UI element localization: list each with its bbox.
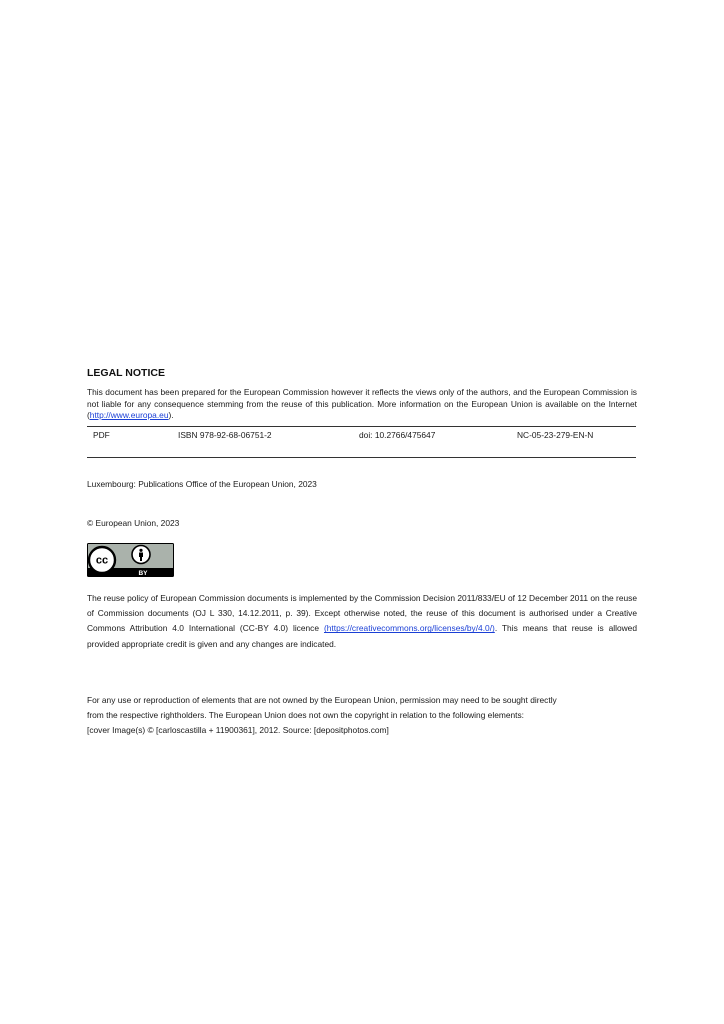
isbn-value: ISBN 978-92-68-06751-2 (178, 430, 272, 440)
legal-notice-heading: LEGAL NOTICE (87, 367, 165, 379)
rights-line-3: [cover Image(s) © [carloscastilla + 11900361], 2012. Source: [depositphotos.com] (87, 725, 389, 736)
cc-license-link[interactable]: (https://creativecommons.org/licenses/by/4.0/) (323, 623, 495, 634)
legal-notice-text (87, 387, 637, 422)
reuse-policy-text-end: . This means that reuse is allowed provided appropriate credit is given and any changes are indicated. (87, 623, 637, 649)
europa-link[interactable]: http://www.europa.eu (89, 410, 169, 421)
doi-value: doi: 10.2766/475647 (359, 430, 436, 440)
rights-line-1: For any use or reproduction of elements that are not owned by the European Union, permission may need to be sought directly (87, 695, 557, 705)
identifiers-table (87, 426, 636, 458)
by-text: BY (138, 570, 148, 577)
legal-notice-text-start: This document has been prepared for the European Commission however it reflects the views only of the authors, and the European Commission is not liable for any consequence stemming from the reuse of this publication. More information on the European Union is available on the Internet ( (87, 387, 637, 421)
rights-line-2: from the respective rightholders. The European Union does not own the copyright in relation to the following elements: (87, 710, 524, 721)
format-label: PDF (93, 430, 110, 440)
catalogue-number: NC-05-23-279-EN-N (517, 430, 594, 440)
creative-commons-by-icon (87, 543, 174, 577)
cc-text: cc (95, 554, 109, 567)
publisher-line: Luxembourg: Publications Office of the European Union, 2023 (87, 479, 317, 489)
rights-text (87, 693, 647, 739)
reuse-policy-text (87, 591, 637, 652)
legal-notice-text-end: ). (168, 410, 174, 421)
copyright-line: © European Union, 2023 (87, 518, 180, 528)
reuse-policy-text-start: The reuse policy of European Commission documents is implemented by the Commission Decision 2011/833/EU of 12 December 2011 on the reuse of Commission documents (OJ L 330, 14.12.2011, p. 39). Except otherwise noted, the reuse of this document is authorised under a Creative Commons Attribution 4.0 International (CC-BY 4.0) licence (87, 593, 637, 634)
